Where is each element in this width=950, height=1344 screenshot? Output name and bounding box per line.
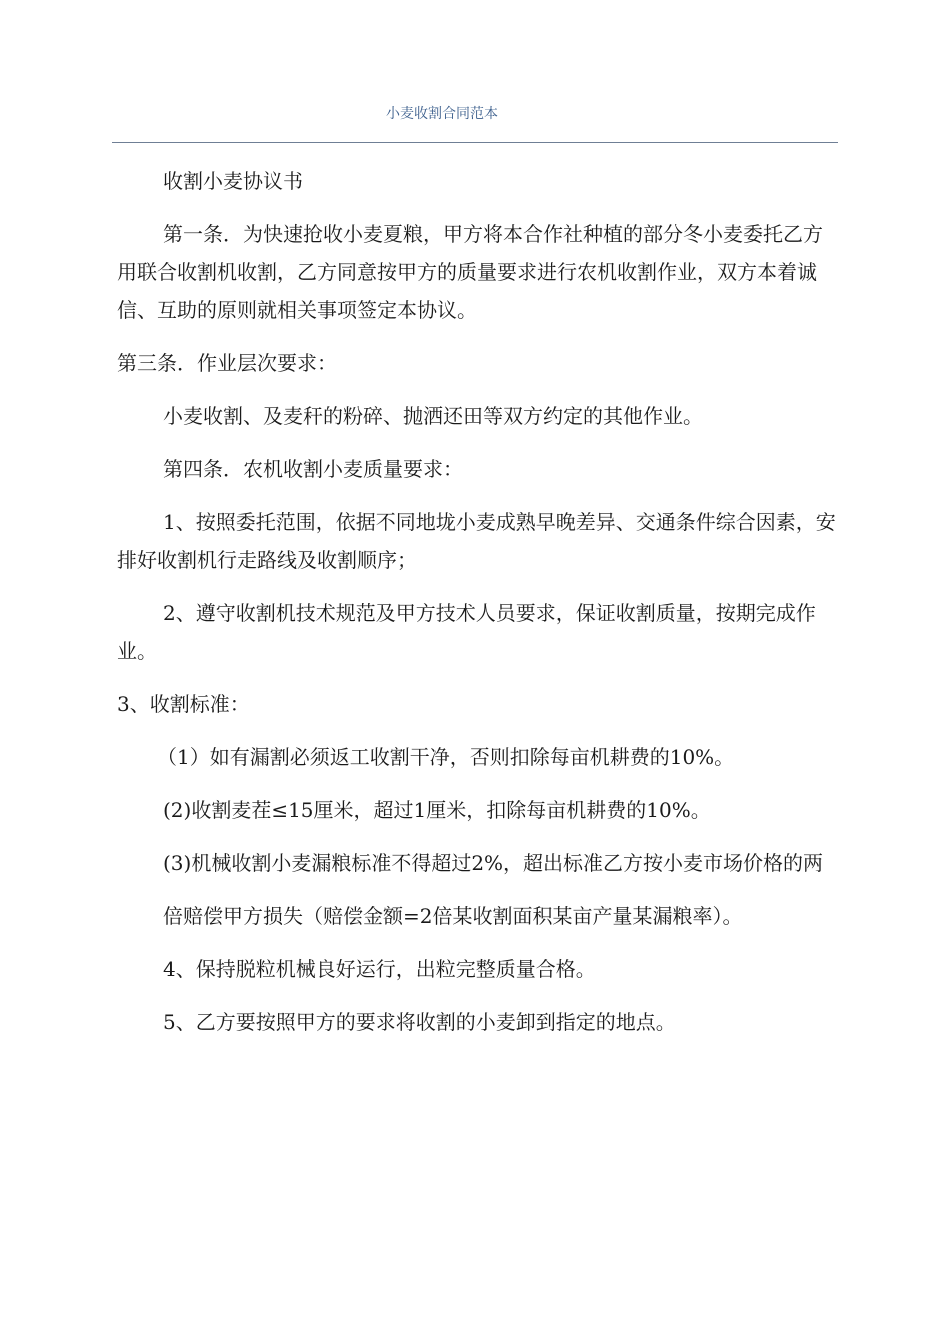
header-divider: [112, 142, 838, 143]
article-3-title: 第三条．作业层次要求：: [117, 351, 337, 375]
item-3-2: (2)收割麦茬≤15厘米，超过1厘米，扣除每亩机耕费的10%。: [163, 798, 711, 822]
item-3-3a: (3)机械收割小麦漏粮标准不得超过2%，超出标准乙方按小麦市场价格的两: [163, 851, 824, 875]
item-3-title: 3、收割标准：: [117, 692, 250, 716]
article-3-body: 小麦收割、及麦秆的粉碎、抛洒还田等双方约定的其他作业。: [163, 404, 703, 428]
item-3-1: （1）如有漏割必须返工收割干净，否则扣除每亩机耕费的10%。: [157, 745, 735, 769]
article-4-title: 第四条．农机收割小麦质量要求：: [163, 457, 463, 481]
document-title: 收割小麦协议书: [163, 169, 303, 193]
item-3-3b: 倍赔偿甲方损失（赔偿金额=2倍某收割面积某亩产量某漏粮率）。: [163, 904, 743, 928]
item-2: 2、遵守收割机技术规范及甲方技术人员要求，保证收割质量，按期完成作业。: [117, 601, 816, 663]
page-header: [0, 104, 950, 128]
item-4: 4、保持脱粒机械良好运行，出粒完整质量合格。: [163, 957, 596, 981]
item-5: 5、乙方要按照甲方的要求将收割的小麦卸到指定的地点。: [163, 1010, 676, 1034]
document-body: [117, 162, 837, 1041]
article-1: 第一条．为快速抢收小麦夏粮，甲方将本合作社种植的部分冬小麦委托乙方用联合收割机收割，乙方同意按甲方的质量要求进行农机收割作业，双方本着诚信、互助的原则就相关事项签定本协议。: [117, 222, 823, 322]
item-1: 1、按照委托范围，依据不同地垅小麦成熟早晚差异、交通条件综合因素，安排好收割机行走路线及收割顺序；: [117, 510, 836, 572]
header-title: 小麦收割合同范本: [386, 106, 498, 122]
